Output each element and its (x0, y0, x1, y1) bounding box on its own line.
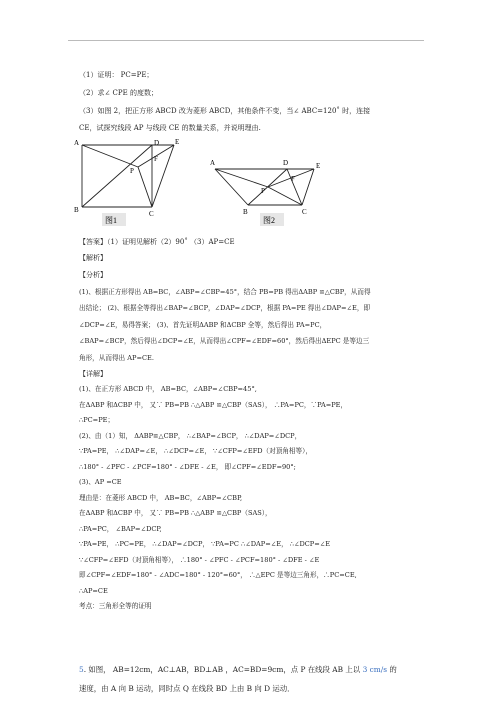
figure-1 (82, 145, 174, 207)
analysis-line-3: ∠DCP=∠E，易得答案； (3)、首先证明ΔABP 和ΔCBP 全等，然后得出 PA=PC， (79, 321, 327, 329)
fig1-label-p: P (130, 167, 134, 175)
detail-line-6: ∴180° - ∠PFC - ∠PCF=180° - ∠DFE - ∠E， 即∠CPF=∠EDF=90°; (79, 463, 296, 471)
question-part-3-line-2: CE，试探究线段 AP 与线段 CE 的数量关系，并说明理由. (79, 124, 261, 132)
figure-1-caption: 图1 (105, 216, 117, 225)
analysis-line-4: ∠BAP=∠BCP，然后得出∠DCP=∠E，从而得出∠CPF=∠EDF=60°，然后得出ΔEPC 是等边三 (79, 337, 370, 345)
detail-line-10: ∴PA=PC， ∠BAP=∠DCP, (79, 525, 162, 533)
fig1-label-f: F (154, 155, 158, 163)
fig2-label-p: P (261, 187, 265, 195)
detail-line-9: 在ΔABP 和ΔCBP 中， 又∵ PB=PB ∴△ABP ≌△CBP（SAS）， (79, 509, 272, 517)
analysis-line-2: 出结论； (2)、根据全等得出∠BAP=∠BCP，∠DAP=∠DCP，根据 PA=PE 得出∠DAP=∠E，即 (79, 304, 371, 312)
detail-line-13: 即∠CPF=∠EDF=180° - ∠ADC=180° - 120°=60°， ∴△EPC 是等边三角形，∴PC=CE, (79, 571, 357, 579)
detail-line-7: (3)、AP =CE (79, 478, 122, 486)
fig1-label-b: B (74, 206, 79, 214)
question-5-text-b: 的 (387, 665, 397, 674)
analysis-line-5: 角形，从而得出 AP=CE. (79, 354, 154, 362)
fig1-label-e: E (175, 138, 180, 146)
fig1-label-c: C (149, 210, 154, 218)
question-5-text-a: . 如图， AB=12cm，AC⊥AB，BD⊥AB ，AC=BD=9cm，点 P 在线段 AB 上以 (83, 665, 363, 674)
question-part-1: （1）证明： PC=PE； (79, 71, 154, 79)
kaodian: 考点：三角形全等的证明 (79, 602, 152, 610)
fig2-label-b: B (243, 208, 248, 216)
analysis-line-1: (1)、根据正方形得出 AB=BC，∠ABP=∠CBP=45°，结合 PB=PB 得出ΔABP ≌△CBP，从而得 (79, 288, 371, 296)
fig2-label-f: F (291, 175, 295, 183)
fig2-label-d: D (283, 159, 289, 167)
fig1-label-a: A (74, 139, 80, 147)
section-jiexi: 【解析】 (79, 254, 107, 262)
figure-2-caption: 图2 (263, 216, 275, 225)
detail-line-11: ∵PA=PE， ∴PC=PE， ∴∠DAP=∠DCP， ∵PA=PC ∴∠DAP=∠E， ∴∠DCP=∠E (79, 540, 331, 548)
question-part-2: （2）求∠ CPE 的度数； (79, 89, 158, 97)
speed-value: 3 cm/s (362, 665, 388, 674)
section-xiangjie: 【详解】 (79, 370, 107, 378)
header-rule (68, 40, 424, 41)
detail-line-1: (1)、在正方形 ABCD 中， AB=BC，∠ABP=∠CBP=45°, (79, 385, 257, 393)
fig1-label-d: D (154, 139, 160, 147)
fig2-label-a: A (210, 159, 216, 167)
detail-line-8: 理由是：在菱形 ABCD 中， AB=BC，∠ABP=∠CBP, (79, 494, 243, 502)
fig2-label-c: C (302, 208, 307, 216)
answer: 【答案】（1）证明见解析（2）90˚ （3）AP=CE (79, 238, 235, 246)
section-fenxi: 【分析】 (79, 271, 107, 279)
question-5-line-1 (79, 664, 397, 676)
question-part-3-line-1: （3）如图 2，把正方形 ABCD 改为菱形 ABCD，其他条件不变，当∠ ABC=120˚ 时，连接 (79, 107, 371, 115)
fig2-label-e: E (316, 162, 321, 170)
figures (70, 137, 340, 229)
question-number: 5 (79, 665, 84, 674)
detail-line-2: 在ΔABP 和ΔCBP 中， 又∵ PB=PB ∴△ABP ≌△CBP（SAS）， ∴PA=PC，∵PA=PE， (79, 401, 348, 409)
detail-line-5: ∵PA=PE， ∴∠DAP=∠E， ∴∠DCP=∠E， ∵∠CFP=∠EFD（对顶角相等）， (79, 447, 313, 455)
question-5-line-2: 速度，由 A 向 B 运动，同时点 Q 在线段 BD 上由 B 向 D 运动． (79, 684, 295, 693)
detail-line-14: ∴AP=CE (79, 587, 108, 595)
geometry-figures (70, 137, 340, 229)
detail-line-12: ∵∠CFP=∠EFD（对顶角相等）， ∴180° - ∠PFC - ∠PCF=180° - ∠DFE - ∠E (79, 556, 320, 564)
detail-line-4: (2)、由（1）知， ΔABP≌△CBP， ∴∠BAP=∠BCP， ∴∠DAP=∠DCP， (79, 432, 302, 440)
detail-line-3: ∴PC=PE； (79, 416, 115, 424)
